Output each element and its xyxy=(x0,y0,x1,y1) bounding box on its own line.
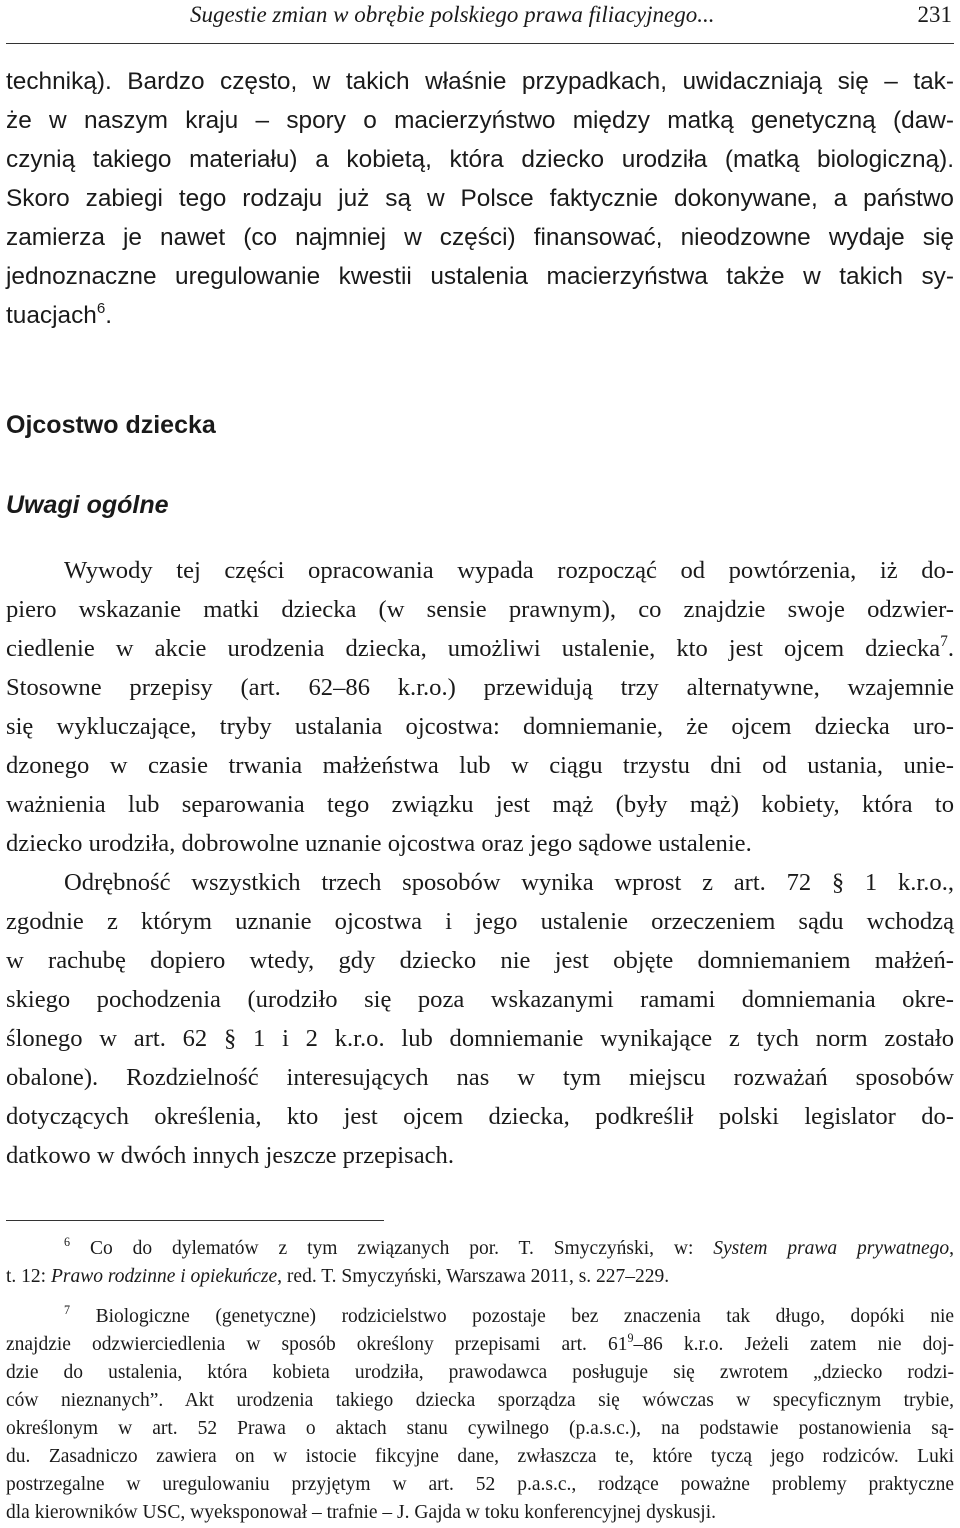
text-span: . xyxy=(105,302,113,329)
header-rule xyxy=(6,43,954,44)
footnote-7-line: dla kierowników USC, wyeksponował – trafnie – J. Gajda w toku konferencyjnej dyskusji. xyxy=(6,1502,716,1523)
text-line: skiego pochodzenia (urodziło się poza wskazanymi ramami domniemania okre- xyxy=(6,986,954,1013)
text-span: –86 k.r.o. Jeżeli zatem nie doj- xyxy=(633,1334,954,1355)
footnote-7-line: określonym w art. 52 Prawa o aktach stanu cywilnego (p.a.s.c.), na podstawie postanowienia są- xyxy=(6,1418,954,1439)
footnote-6-line xyxy=(6,1265,954,1289)
text-line: się wykluczające, tryby ustalania ojcostwa: domniemanie, że ojcem dziecka uro- xyxy=(6,713,954,740)
text-span: tuacjach xyxy=(6,302,97,329)
text-line: czynią takiego materiału) a kobietą, która dziecko urodziła (matką biologiczną). xyxy=(6,146,954,173)
text-line: jednoznaczne uregulowanie kwestii ustalenia macierzyństwa także w takich sy- xyxy=(6,263,954,290)
text-line: ważnienia lub separowania tego związku jest mąż (były mąż) kobiety, która to xyxy=(6,791,954,818)
text-line: zgodnie z którym uznanie ojcostwa i jego ustalenie orzeczeniem sądu wchodzą xyxy=(6,908,954,935)
text-span: Biologiczne (genetyczne) rodzicielstwo pozostaje bez znaczenia tak długo, dopóki nie xyxy=(95,1306,955,1327)
text-line xyxy=(6,301,954,331)
text-line: że w naszym kraju – spory o macierzyństwo między matką genetyczną (daw- xyxy=(6,107,954,134)
text-span: t. 12: xyxy=(6,1266,51,1287)
footnote-7-line: du. Zasadniczo zawiera on w istocie fikcyjne dane, zwłaszcza te, które tyczą jego rodziców. Luki xyxy=(6,1446,954,1467)
text-line: Wywody tej części opracowania wypada rozpocząć od powtórzenia, iż do- xyxy=(64,557,954,584)
footnote-7-line xyxy=(6,1330,954,1357)
footnote-number: 7 xyxy=(64,1302,71,1317)
footnote-6-line xyxy=(64,1234,955,1261)
text-span: , xyxy=(949,1238,955,1259)
text-line: datkowo w dwóch innych jeszcze przepisach. xyxy=(6,1142,454,1169)
text-line: Stosowne przepisy (art. 62–86 k.r.o.) przewidują trzy alternatywne, wzajemnie xyxy=(6,674,954,701)
running-head-title: Sugestie zmian w obrębie polskiego prawa filiacyjnego... xyxy=(190,2,715,27)
text-line: w rachubę dopiero wtedy, gdy dziecko nie jest objęte domniemaniem małżeń- xyxy=(6,947,954,974)
text-span: znajdzie odzwierciedlenia w sposób określony przepisami art. 61 xyxy=(6,1334,628,1355)
text-line: dotyczących określenia, kto jest ojcem dziecka, podkreślił polski legislator do- xyxy=(6,1103,954,1130)
text-line: techniką). Bardzo często, w takich właśnie przypadkach, uwidaczniają się – tak- xyxy=(6,68,954,95)
text-span: Co do dylematów z tym związanych por. T. Smyczyński, w: xyxy=(89,1238,714,1259)
text-line: obalone). Rozdzielność interesujących nas w tym miejscu rozważań sposobów xyxy=(6,1064,954,1091)
text-line: Odrębność wszystkich trzech sposobów wynika wprost z art. 72 § 1 k.r.o., xyxy=(64,869,954,896)
section-heading: Ojcostwo dziecka xyxy=(6,411,216,439)
text-line: piero wskazanie matki dziecka (w sensie prawnym), co znajdzie swoje odzwier- xyxy=(6,596,954,623)
text-line: dzonego w czasie trwania małżeństwa lub w ciągu trzystu dni od ustania, unie- xyxy=(6,752,954,779)
text-line: dziecko urodziła, dobrowolne uznanie ojcostwa oraz jego sądowe ustalenie. xyxy=(6,830,752,857)
text-line: ślonego w art. 62 § 1 i 2 k.r.o. lub domniemanie wynikające z tych norm zostało xyxy=(6,1025,954,1052)
section-subheading: Uwagi ogólne xyxy=(6,491,169,519)
text-line: Skoro zabiegi tego rodzaju już są w Polsce faktycznie dokonywane, a państwo xyxy=(6,185,954,212)
text-span: , red. T. Smyczyński, Warszawa 2011, s. 227–229. xyxy=(277,1266,670,1287)
footnote-7-line: ców nieznanych”. Akt urodzenia takiego dziecka sporządza się wówczas w specyficznym trybie, xyxy=(6,1390,954,1411)
text-line xyxy=(6,634,954,664)
text-span: . xyxy=(947,635,954,662)
text-span: ciedlenie w akcie urodzenia dziecka, umożliwi ustalenie, kto jest ojcem dziecka xyxy=(6,635,941,662)
text-span: Prawo rodzinne i opiekuńcze xyxy=(50,1266,278,1287)
footnote-ref-6[interactable]: 6 xyxy=(96,299,106,317)
footnote-rule xyxy=(6,1220,384,1221)
text-span: System prawa prywatnego xyxy=(713,1238,950,1259)
footnote-7-line: dzie do ustalenia, która kobieta urodziła, prawodawca posługuje się zwrotem „dziecko rodzi- xyxy=(6,1362,954,1383)
footnote-ref-7[interactable]: 7 xyxy=(940,632,948,650)
text-line: zamierza je nawet (co najmniej w części) finansować, nieodzowne wydaje się xyxy=(6,224,954,251)
footnote-7-line: postrzegalne w uregulowaniu przyjętym w art. 52 p.a.s.c., rodzące poważne problemy praktyczne xyxy=(6,1474,954,1495)
running-head xyxy=(0,0,960,38)
footnote-7-line xyxy=(64,1302,955,1329)
superscript: 9 xyxy=(627,1330,634,1345)
page-number: 231 xyxy=(917,2,952,27)
footnote-number: 6 xyxy=(64,1234,71,1249)
